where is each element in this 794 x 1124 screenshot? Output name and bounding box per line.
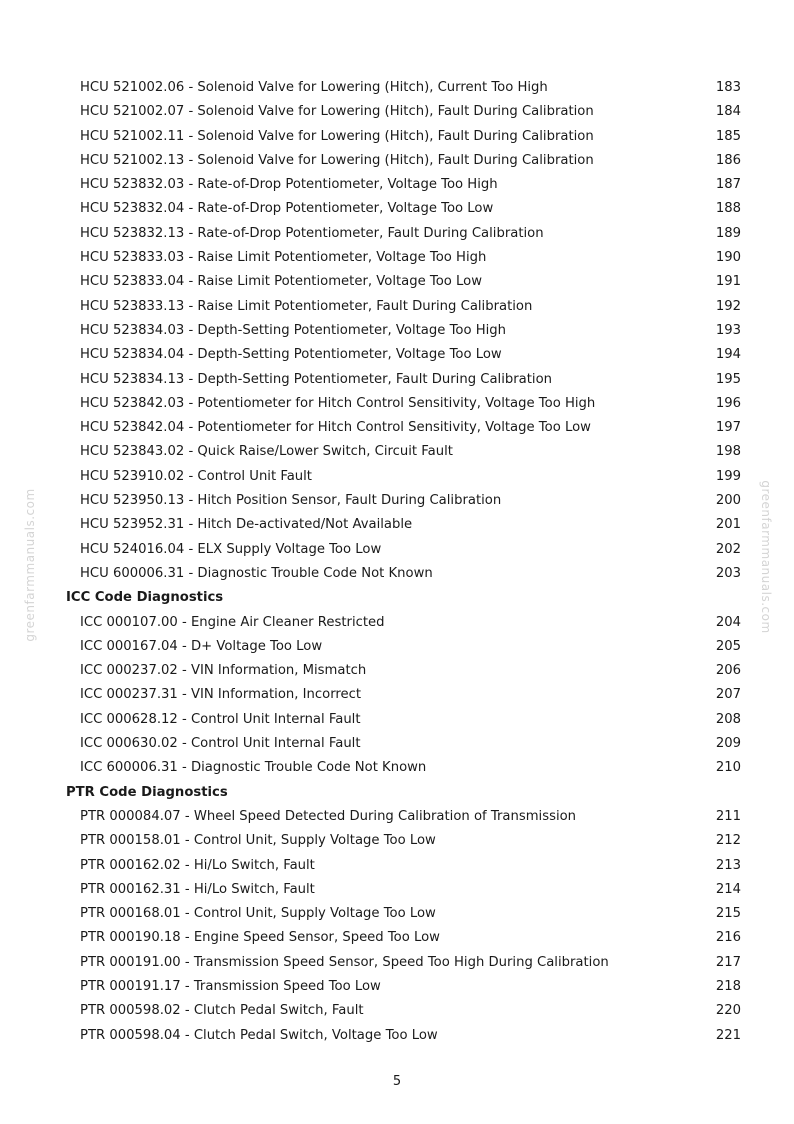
toc-entry-title: HCU 523910.02 - Control Unit Fault [80, 468, 312, 484]
toc-entry[interactable] [0, 683, 794, 707]
toc-entry-title: HCU 523833.04 - Raise Limit Potentiometer, Voltage Too Low [80, 274, 483, 290]
toc-entry-title: HCU 523832.04 - Rate-of-Drop Potentiometer, Voltage Too Low [80, 201, 494, 217]
toc-entry-page-number: 192 [715, 298, 741, 314]
toc-entry-title: HCU 523842.03 - Potentiometer for Hitch Control Sensitivity, Voltage Too High [80, 395, 596, 411]
toc-entry-title: HCU 523843.02 - Quick Raise/Lower Switch, Circuit Fault [80, 444, 453, 460]
section-heading-title: PTR Code Diagnostics [66, 784, 228, 800]
toc-entry-title: ICC 000237.02 - VIN Information, Mismatch [80, 663, 367, 679]
toc-entry-page-number: 183 [715, 80, 741, 95]
toc-entry[interactable] [0, 756, 794, 780]
toc-entry-page-number: 207 [715, 687, 741, 703]
toc-entry-page-number: 190 [715, 250, 741, 266]
toc-entry-title: PTR 000598.04 - Clutch Pedal Switch, Voltage Too Low [80, 1027, 438, 1043]
toc-entry-title: ICC 000167.04 - D+ Voltage Too Low [80, 638, 323, 654]
toc-entry-title: HCU 523832.03 - Rate-of-Drop Potentiometer, Voltage Too High [80, 177, 498, 193]
toc-entry[interactable] [0, 440, 794, 464]
toc-entry-page-number: 200 [715, 493, 741, 509]
toc-entry-page-number: 199 [715, 468, 741, 484]
toc-entry[interactable] [0, 392, 794, 416]
toc-entry[interactable] [0, 538, 794, 562]
toc-entry-title: HCU 523834.04 - Depth-Setting Potentiometer, Voltage Too Low [80, 347, 502, 363]
toc-section-heading [0, 781, 794, 805]
toc-entry[interactable] [0, 489, 794, 513]
toc-entry[interactable] [0, 635, 794, 659]
toc-entry[interactable] [0, 805, 794, 829]
watermark-right: greenfarmmanuals.com [759, 480, 773, 634]
toc-entry-title: HCU 523833.13 - Raise Limit Potentiometer, Fault During Calibration [80, 298, 533, 314]
toc-entry[interactable] [0, 319, 794, 343]
toc-entry-title: HCU 521002.11 - Solenoid Valve for Lowering (Hitch), Fault During Calibration [80, 128, 594, 144]
toc-entry-page-number: 216 [715, 930, 741, 946]
toc-entry-page-number: 194 [715, 347, 741, 363]
toc-entry[interactable] [0, 951, 794, 975]
toc-entry[interactable] [0, 100, 794, 124]
toc-entry-title: HCU 521002.07 - Solenoid Valve for Lowering (Hitch), Fault During Calibration [80, 104, 594, 120]
toc-entry[interactable] [0, 246, 794, 270]
toc-entry-title: PTR 000162.31 - Hi/Lo Switch, Fault [80, 881, 315, 897]
toc-entry[interactable] [0, 854, 794, 878]
toc-entry[interactable] [0, 197, 794, 221]
section-heading-title: ICC Code Diagnostics [66, 590, 224, 606]
watermark-left: greenfarmmanuals.com [23, 488, 37, 642]
toc-entry-title: HCU 524016.04 - ELX Supply Voltage Too Low [80, 541, 382, 557]
toc-entry-page-number: 204 [715, 614, 741, 630]
toc-entry-page-number: 210 [715, 760, 741, 776]
toc-entry-page-number: 189 [715, 225, 741, 241]
toc-entry-title: PTR 000598.02 - Clutch Pedal Switch, Fault [80, 1003, 364, 1019]
toc-entry-title: ICC 000630.02 - Control Unit Internal Fault [80, 736, 361, 752]
toc-entry[interactable] [0, 416, 794, 440]
toc-entry-title: HCU 523833.03 - Raise Limit Potentiometer, Voltage Too High [80, 250, 487, 266]
toc-entry-title: PTR 000168.01 - Control Unit, Supply Voltage Too Low [80, 906, 436, 922]
toc-entry-page-number: 202 [715, 541, 741, 557]
toc-entry[interactable] [0, 465, 794, 489]
toc-entry[interactable] [0, 975, 794, 999]
toc-entry[interactable] [0, 222, 794, 246]
toc-entry-page-number: 212 [715, 833, 741, 849]
toc-entry-page-number: 214 [715, 881, 741, 897]
toc-entry-page-number: 201 [715, 517, 741, 533]
toc-entry[interactable] [0, 708, 794, 732]
toc-entry-title: HCU 600006.31 - Diagnostic Trouble Code Not Known [80, 565, 433, 581]
toc-entry[interactable] [0, 926, 794, 950]
toc-entry-page-number: 188 [715, 201, 741, 217]
toc-entry-title: PTR 000162.02 - Hi/Lo Switch, Fault [80, 857, 315, 873]
toc-entry-page-number: 211 [715, 808, 741, 824]
toc-entry[interactable] [0, 999, 794, 1023]
toc-entry-page-number: 195 [715, 371, 741, 387]
toc-entry-title: HCU 523950.13 - Hitch Position Sensor, Fault During Calibration [80, 493, 502, 509]
toc-entry[interactable] [0, 149, 794, 173]
table-of-contents [0, 76, 794, 1048]
toc-entry-title: ICC 000628.12 - Control Unit Internal Fault [80, 711, 361, 727]
toc-entry[interactable] [0, 902, 794, 926]
toc-entry-title: PTR 000084.07 - Wheel Speed Detected During Calibration of Transmission [80, 808, 577, 824]
toc-entry-page-number: 186 [715, 152, 741, 168]
toc-entry-page-number: 187 [715, 177, 741, 193]
toc-entry[interactable] [0, 611, 794, 635]
toc-entry-title: PTR 000190.18 - Engine Speed Sensor, Speed Too Low [80, 930, 440, 946]
toc-entry-page-number: 191 [715, 274, 741, 290]
toc-entry-title: HCU 523842.04 - Potentiometer for Hitch Control Sensitivity, Voltage Too Low [80, 420, 591, 436]
toc-entry-page-number: 206 [715, 663, 741, 679]
toc-section-heading [0, 586, 794, 610]
toc-entry-page-number: 221 [715, 1027, 741, 1043]
toc-entry-page-number: 208 [715, 711, 741, 727]
toc-entry[interactable] [0, 76, 794, 100]
toc-entry-page-number: 220 [715, 1003, 741, 1019]
toc-entry-title: HCU 523832.13 - Rate-of-Drop Potentiometer, Fault During Calibration [80, 225, 544, 241]
toc-entry[interactable] [0, 829, 794, 853]
toc-entry-page-number: 213 [715, 857, 741, 873]
toc-entry[interactable] [0, 513, 794, 537]
toc-entry[interactable] [0, 1024, 794, 1048]
toc-entry-title: HCU 521002.06 - Solenoid Valve for Lowering (Hitch), Current Too High [80, 80, 548, 95]
toc-entry-page-number: 215 [715, 906, 741, 922]
toc-entry[interactable] [0, 173, 794, 197]
toc-entry[interactable] [0, 878, 794, 902]
toc-entry-page-number: 193 [715, 322, 741, 338]
toc-entry-title: HCU 523834.03 - Depth-Setting Potentiometer, Voltage Too High [80, 322, 507, 338]
toc-entry[interactable] [0, 732, 794, 756]
toc-entry-page-number: 184 [715, 104, 741, 120]
toc-entry-title: ICC 600006.31 - Diagnostic Trouble Code Not Known [80, 760, 427, 776]
toc-entry-page-number: 205 [715, 638, 741, 654]
toc-entry[interactable] [0, 125, 794, 149]
toc-entry-title: ICC 000107.00 - Engine Air Cleaner Restricted [80, 614, 385, 630]
toc-entry[interactable] [0, 659, 794, 683]
toc-entry-title: PTR 000158.01 - Control Unit, Supply Voltage Too Low [80, 833, 436, 849]
toc-entry-page-number: 217 [715, 954, 741, 970]
toc-entry-page-number: 196 [715, 395, 741, 411]
toc-entry[interactable] [0, 368, 794, 392]
toc-entry-title: HCU 521002.13 - Solenoid Valve for Lowering (Hitch), Fault During Calibration [80, 152, 594, 168]
toc-entry-page-number: 197 [715, 420, 741, 436]
toc-entry-page-number: 203 [715, 565, 741, 581]
toc-entry-title: ICC 000237.31 - VIN Information, Incorrect [80, 687, 362, 703]
toc-entry-page-number: 198 [715, 444, 741, 460]
toc-entry[interactable] [0, 562, 794, 586]
toc-entry-page-number: 218 [715, 978, 741, 994]
toc-entry-page-number: 209 [715, 736, 741, 752]
toc-entry-title: HCU 523952.31 - Hitch De-activated/Not Available [80, 517, 413, 533]
toc-entry-title: PTR 000191.00 - Transmission Speed Sensor, Speed Too High During Calibration [80, 954, 609, 970]
toc-entry[interactable] [0, 270, 794, 294]
toc-entry-title: PTR 000191.17 - Transmission Speed Too Low [80, 978, 381, 994]
toc-entry-page-number: 185 [715, 128, 741, 144]
toc-entry[interactable] [0, 295, 794, 319]
toc-entry-title: HCU 523834.13 - Depth-Setting Potentiometer, Fault During Calibration [80, 371, 553, 387]
toc-entry[interactable] [0, 343, 794, 367]
page-number: 5 [392, 1074, 402, 1089]
